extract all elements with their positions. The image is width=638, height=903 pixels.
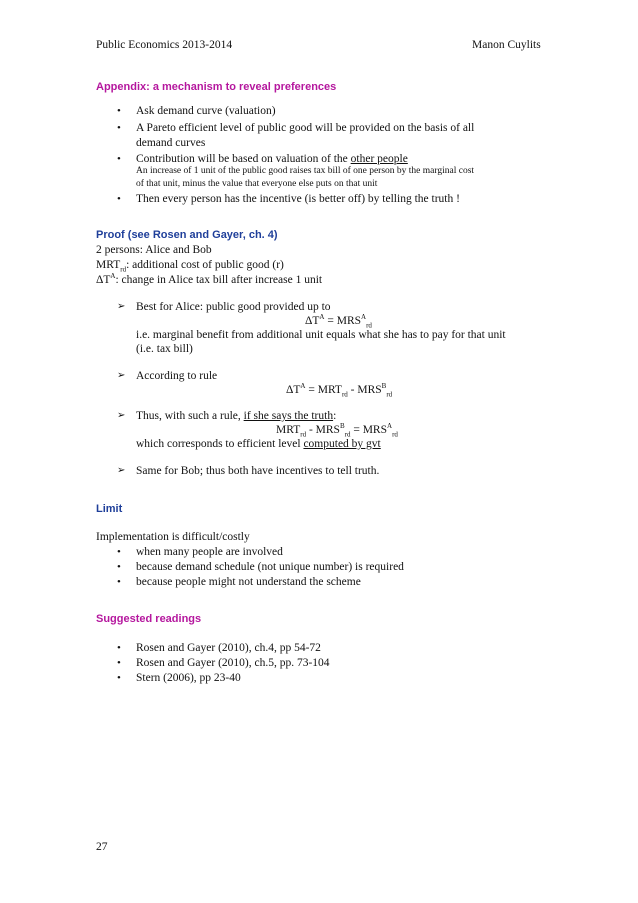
bullet-marker: • [117, 561, 121, 573]
proof-item-4: Same for Bob; thus both have incentives to tell truth. [136, 465, 380, 477]
proof-heading: Proof (see Rosen and Gayer, ch. 4) [96, 229, 278, 241]
arrow-bullet-icon: ➢ [117, 301, 126, 312]
proof-item-1-equation: $\Delta T^A = MRS^A_{rd}$ [305, 313, 372, 330]
proof-item-1: Best for Alice: public good provided up to [136, 301, 331, 313]
appendix-note-line1: An increase of 1 unit of the public good raises tax bill of one person by the marginal cost [136, 166, 475, 176]
appendix-bullet-1: Ask demand curve (valuation) [136, 105, 276, 117]
proof-item-3-equation: $MRT_{rd} - MRS^B_{rd} = MRS^A_{rd}$ [276, 422, 398, 439]
proof-item-2-equation: $\Delta T^A = MRT_{rd} - MRS^B_{rd}$ [286, 382, 393, 399]
appendix-bullet-3-text: Contribution will be based on valuation of the [136, 153, 351, 165]
proof-item-1-line3: (i.e. tax bill) [136, 343, 193, 355]
limit-heading: Limit [96, 503, 123, 515]
proof-item-3-line3: which corresponds to efficient level computed by gvt [136, 438, 381, 450]
bullet-marker: • [117, 122, 121, 134]
arrow-bullet-icon: ➢ [117, 410, 126, 421]
bullet-marker: • [117, 576, 121, 588]
running-header-title: Public Economics 2013-2014 [96, 39, 233, 51]
bullet-marker: • [117, 105, 121, 117]
bullet-marker: • [117, 642, 121, 654]
arrow-bullet-icon: ➢ [117, 370, 126, 381]
readings-heading: Suggested readings [96, 613, 202, 625]
running-header-author: Manon Cuylits [472, 39, 541, 51]
appendix-heading: Appendix: a mechanism to reveal preferences [96, 81, 337, 93]
appendix-bullet-3 [136, 152, 408, 166]
appendix-bullet-4: Then every person has the incentive (is better off) by telling the truth ! [136, 193, 460, 205]
bullet-marker: • [117, 546, 121, 558]
limit-intro: Implementation is difficult/costly [96, 531, 250, 543]
proof-line-1: 2 persons: Alice and Bob [96, 244, 212, 256]
limit-bullet-3: because people might not understand the scheme [136, 576, 361, 588]
proof-item-3: Thus, with such a rule, if she says the truth: [136, 410, 337, 422]
reading-item-1: Rosen and Gayer (2010), ch.4, pp 54-72 [136, 642, 321, 654]
reading-item-3: Stern (2006), pp 23-40 [136, 672, 241, 684]
limit-bullet-1: when many people are involved [136, 546, 283, 558]
appendix-bullet-3-underlined: other people [350, 153, 408, 165]
bullet-marker: • [117, 657, 121, 669]
reading-item-2: Rosen and Gayer (2010), ch.5, pp. 73-104 [136, 657, 330, 669]
limit-bullet-2: because demand schedule (not unique number) is required [136, 561, 404, 573]
appendix-bullet-2-line1: A Pareto efficient level of public good will be provided on the basis of all [136, 122, 475, 134]
proof-item-1-line2: i.e. marginal benefit from additional unit equals what she has to pay for that unit [136, 329, 506, 341]
bullet-marker: • [117, 672, 121, 684]
bullet-marker: • [117, 193, 121, 205]
appendix-bullet-2-line2: demand curves [136, 137, 206, 149]
proof-line-3: $\Delta T^A$: change in Alice tax bill after increase 1 unit [96, 272, 323, 286]
arrow-bullet-icon: ➢ [117, 465, 126, 476]
page-number: 27 [96, 841, 108, 853]
proof-line-2: $MRT_{rd}$: additional cost of public good (r) [96, 259, 284, 274]
bullet-marker: • [117, 153, 121, 165]
proof-item-2: According to rule [136, 370, 218, 382]
appendix-note-line2: of that unit, minus the value that everyone else puts on that unit [136, 179, 378, 189]
